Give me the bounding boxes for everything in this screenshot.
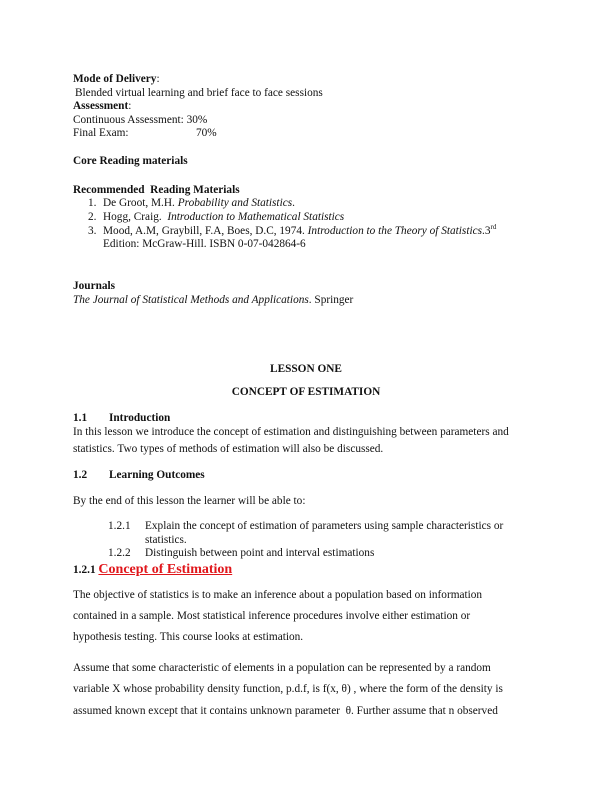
item-rest: .3: [482, 225, 491, 237]
delivery-heading-text: Mode of Delivery: [73, 73, 157, 85]
final-exam-value: 70%: [196, 127, 217, 139]
continuous-value: 30%: [186, 114, 208, 126]
concept-number: 1.2.1: [73, 564, 96, 576]
outcome-number: 1.2.2: [108, 547, 131, 559]
outcomes-heading: Learning Outcomes: [109, 469, 205, 481]
reading-item-continuation: Edition: McGraw-Hill. ISBN 0-07-042864-6: [103, 238, 306, 250]
core-reading-heading: Core Reading materials: [73, 155, 188, 167]
intro-line: statistics. Two types of methods of estimation will also be discussed.: [73, 443, 384, 455]
assessment-heading: Assessment:: [73, 100, 132, 112]
item-sup: rd: [490, 223, 497, 232]
journal-entry: [73, 293, 353, 307]
paragraph-line: contained in a sample. Most statistical inference procedures involve either estimation or: [73, 610, 471, 622]
intro-number: 1.1: [73, 412, 88, 424]
item-rest: .: [292, 197, 295, 209]
journal-title: The Journal of Statistical Methods and Applications: [73, 294, 309, 306]
item-number: 3.: [88, 225, 97, 237]
outcomes-lead: By the end of this lesson the learner will be able to:: [73, 495, 306, 507]
item-author: Mood, A.M, Graybill, F.A, Boes, D.C, 1974.: [103, 225, 305, 237]
paragraph-line: The objective of statistics is to make an inference about a population based on information: [73, 589, 483, 601]
outcome-number: 1.2.1: [108, 520, 131, 532]
paragraph-line: Assume that some characteristic of elements in a population can be represented by a random: [73, 662, 491, 674]
journal-publisher: . Springer: [308, 294, 354, 306]
reading-item: [88, 196, 295, 210]
item-author: Hogg, Craig.: [103, 211, 162, 223]
intro-heading: Introduction: [109, 412, 171, 424]
paragraph-line: variable X whose probability density function, p.d.f, is f(x, θ) , where the form of the density is: [73, 683, 503, 695]
item-author: De Groot, M.H.: [103, 197, 175, 209]
outcomes-number: 1.2: [73, 469, 88, 481]
assessment-heading-text: Assessment: [73, 100, 129, 112]
item-title: Introduction to Mathematical Statistics: [167, 211, 345, 223]
item-title: Introduction to the Theory of Statistics: [307, 225, 483, 237]
outcome-text: Distinguish between point and interval estimations: [145, 547, 375, 559]
concept-heading: [73, 562, 232, 578]
paragraph-line: hypothesis testing. This course looks at estimation.: [73, 631, 304, 643]
delivery-heading: Mode of Delivery:: [73, 73, 160, 85]
continuous-label: Continuous Assessment:: [73, 114, 184, 126]
final-exam-label: Final Exam:: [73, 127, 129, 139]
concept-heading-link[interactable]: Concept of Estimation: [98, 562, 233, 577]
paragraph-line: assumed known except that it contains unknown parameter θ. Further assume that n observed: [73, 705, 498, 717]
outcome-text: Explain the concept of estimation of parameters using sample characteristics or: [145, 520, 504, 532]
reading-item: [88, 210, 344, 224]
continuous-assessment: [73, 113, 207, 127]
journals-heading: Journals: [73, 280, 116, 292]
lesson-label: LESSON ONE: [270, 363, 342, 375]
recommended-heading: Recommended Reading Materials: [73, 184, 240, 196]
reading-item: [88, 224, 496, 238]
lesson-title: CONCEPT OF ESTIMATION: [231, 386, 381, 398]
outcome-text: statistics.: [145, 534, 187, 546]
item-number: 1.: [88, 197, 97, 209]
intro-line: In this lesson we introduce the concept of estimation and distinguishing between parameters and: [73, 426, 509, 438]
delivery-text: Blended virtual learning and brief face to face sessions: [75, 87, 323, 99]
item-number: 2.: [88, 211, 97, 223]
item-title: Probability and Statistics: [177, 197, 293, 209]
